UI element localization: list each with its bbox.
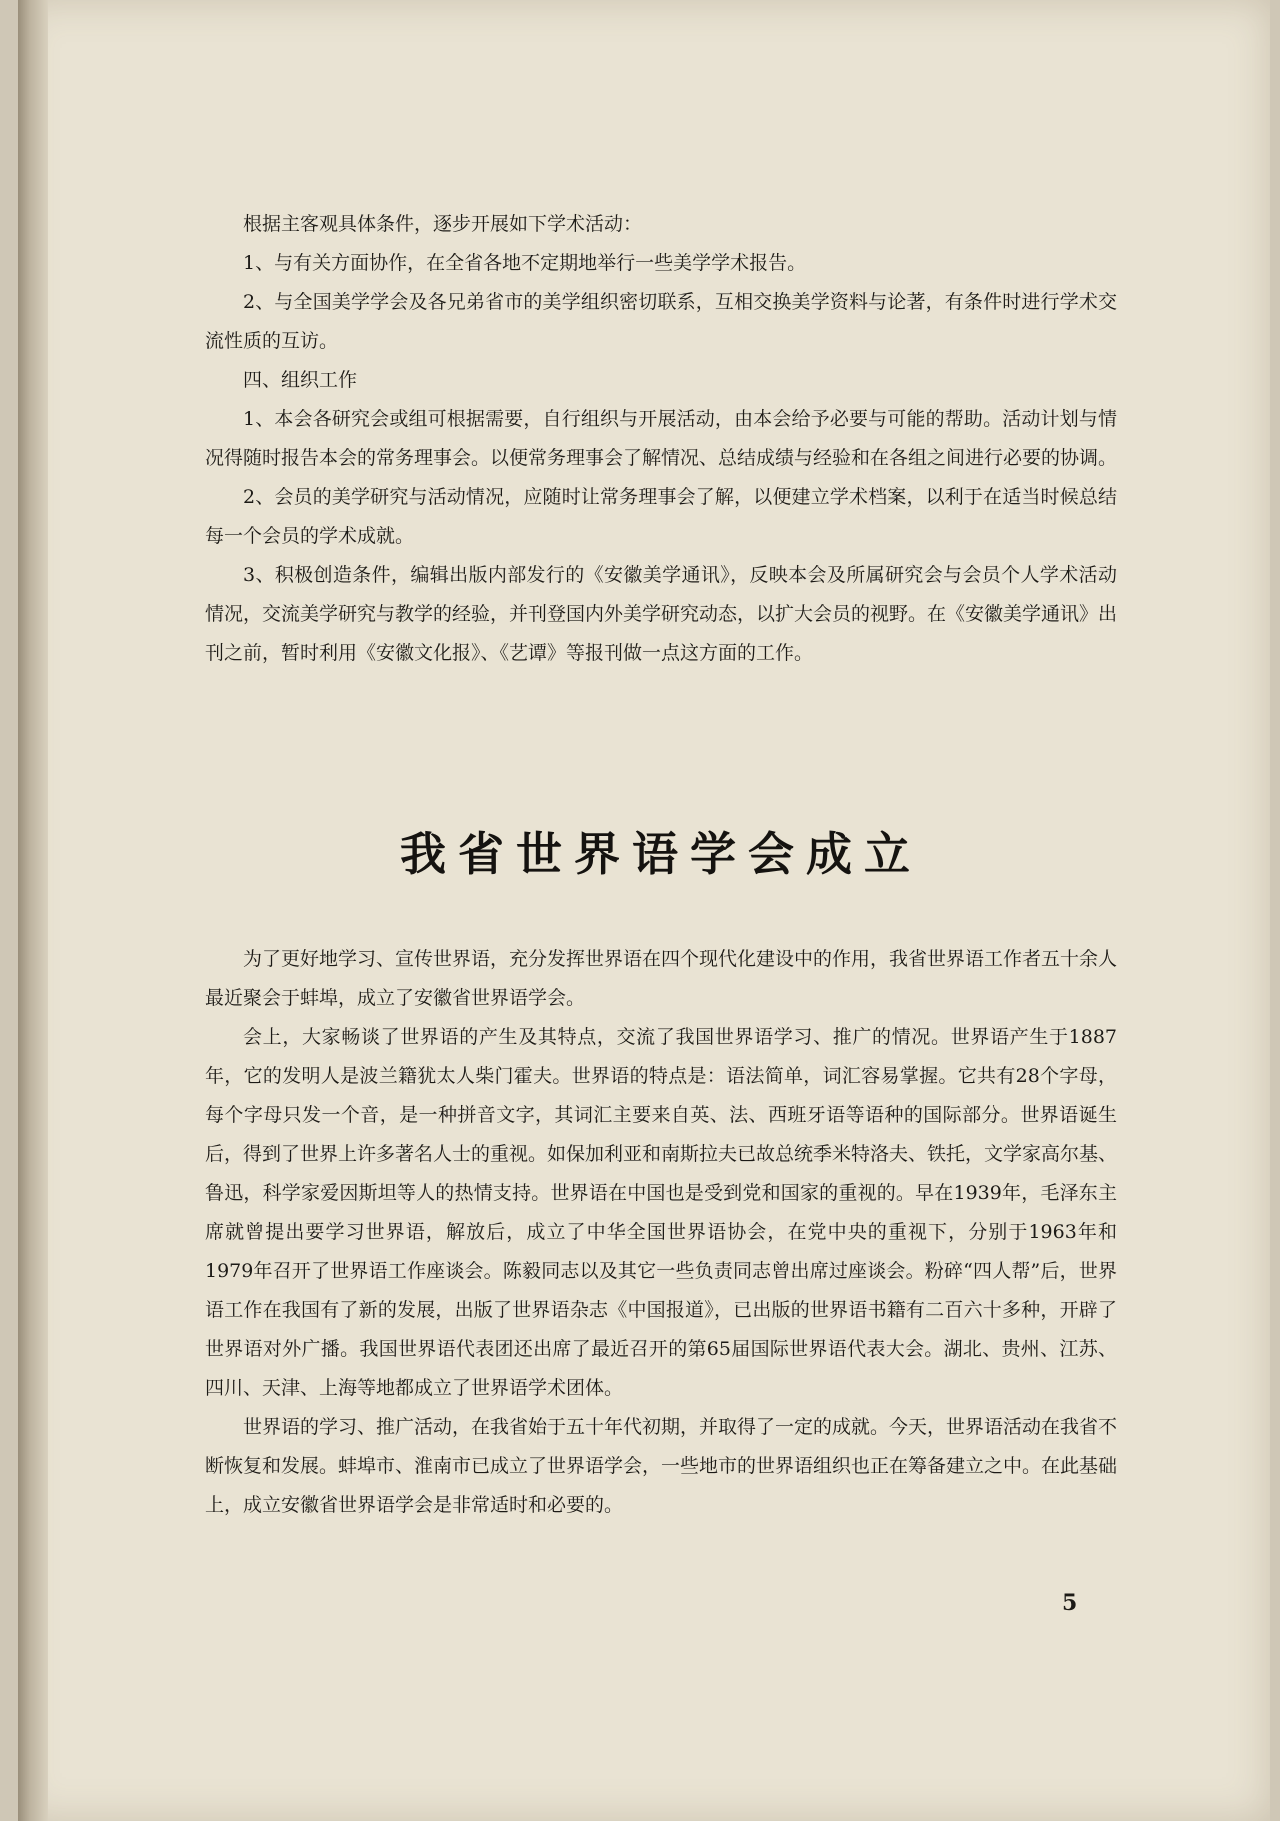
organization-item-2: 2、会员的美学研究与活动情况，应随时让常务理事会了解，以便建立学术档案，以利于在适当时候总结每一个会员的学术成就。 (205, 486, 1117, 547)
activities-section (205, 205, 1117, 673)
book-spine-shadow (18, 0, 48, 1821)
organization-item-3: 3、积极创造条件，编辑出版内部发行的《安徽美学通讯》，反映本会及所属研究会与会员个人学术活动情况，交流美学研究与教学的经验，并刊登国内外美学研究动态，以扩大会员的视野。在《安徽美学通讯》出刊之前，暂时利用《安徽文化报》、《艺谭》等报刊做一点这方面的工作。 (205, 564, 1118, 664)
activity-item-2: 2、与全国美学学会及各兄弟省市的美学组织密切联系，互相交换美学资料与论著，有条件时进行学术交流性质的互访。 (205, 291, 1117, 352)
article-paragraph-3: 世界语的学习、推广活动，在我省始于五十年代初期，并取得了一定的成就。今天，世界语活动在我省不断恢复和发展。蚌埠市、淮南市已成立了世界语学会，一些地市的世界语组织也正在筹备建立之中。在此基础上，成立安徽省世界语学会是非常适时和必要的。 (205, 1416, 1118, 1516)
activity-item-1: 1、与有关方面协作，在全省各地不定期地举行一些美学学术报告。 (243, 252, 807, 274)
section-title-organization: 四、组织工作 (243, 369, 358, 391)
article-paragraph-2: 会上，大家畅谈了世界语的产生及其特点，交流了我国世界语学习、推广的情况。世界语产生于1887年，它的发明人是波兰籍犹太人柴门霍夫。世界语的特点是：语法简单，词汇容易掌握。它共有28个字母，每个字母只发一个音，是一种拼音文字，其词汇主要来自英、法、西班牙语等语种的国际部分。世界语诞生后，得到了世界上许多著名人士的重视。如保加利亚和南斯拉夫已故总统季米特洛夫、铁托，文学家高尔基、鲁迅，科学家爱因斯坦等人的热情支持。世界语在中国也是受到党和国家的重视的。早在1939年，毛泽东主席就曾提出要学习世界语，解放后，成立了中华全国世界语协会，在党中央的重视下，分别于1963年和1979年召开了世界语工作座谈会。陈毅同志以及其它一些负责同志曾出席过座谈会。粉碎“四人帮”后，世界语工作在我国有了新的发展，出版了世界语杂志《中国报道》，已出版的世界语书籍有二百六十多种，开辟了世界语对外广播。我国世界语代表团还出席了最近召开的第65届国际世界语代表大会。湖北、贵州、江苏、四川、天津、上海等地都成立了世界语学术团体。 (205, 1026, 1118, 1399)
article-body (205, 940, 1117, 1525)
intro-paragraph: 根据主客观具体条件，逐步开展如下学术活动： (243, 213, 643, 235)
article-paragraph-1: 为了更好地学习、宣传世界语，充分发挥世界语在四个现代化建设中的作用，我省世界语工作者五十余人最近聚会于蚌埠，成立了安徽省世界语学会。 (205, 948, 1118, 1009)
organization-item-1: 1、本会各研究会或组可根据需要，自行组织与开展活动，由本会给予必要与可能的帮助。活动计划与情况得随时报告本会的常务理事会。以便常务理事会了解情况、总结成绩与经验和在各组之间进行必要的协调。 (205, 408, 1118, 469)
article-title: 我省世界语学会成立 (400, 827, 922, 881)
page-number: 5 (1062, 1590, 1078, 1616)
